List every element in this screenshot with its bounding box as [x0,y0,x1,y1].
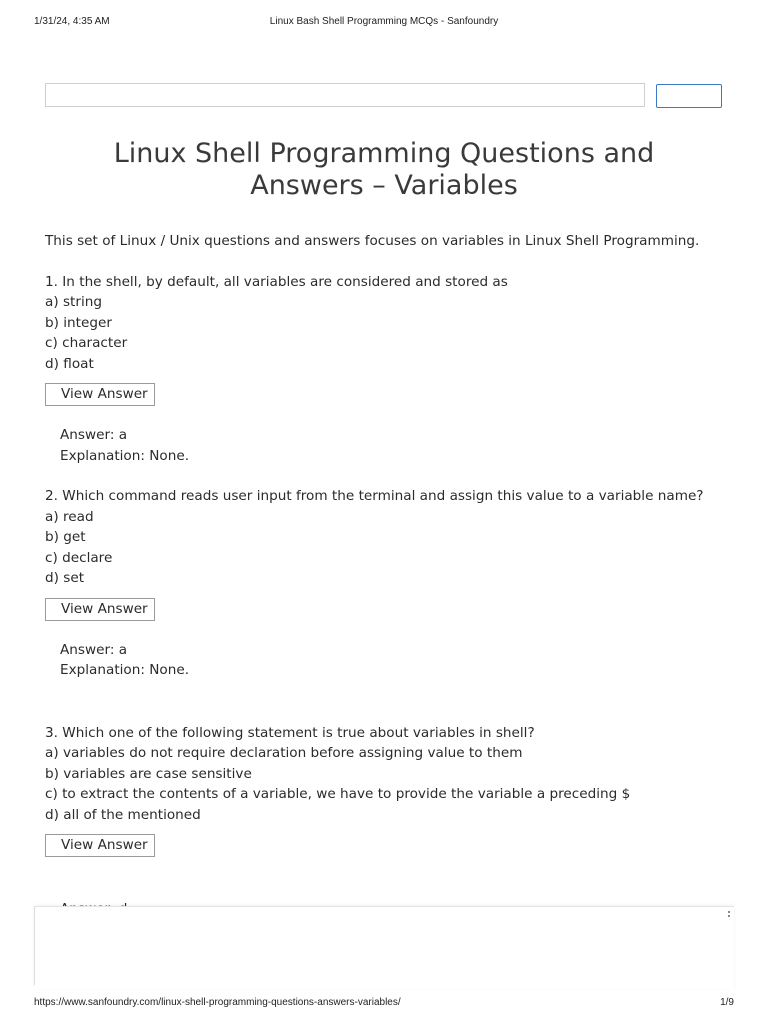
question-2 [45,486,725,681]
view-answer-button[interactable]: View Answer [45,598,155,621]
view-answer-button[interactable]: View Answer [45,834,155,857]
option-c: c) to extract the contents of a variable, we have to provide the variable a preceding $ [45,786,631,802]
answer-block [60,425,725,466]
option-a: a) string [45,294,102,310]
page-counter: 1/9 [720,997,734,1008]
print-page-title: Linux Bash Shell Programming MCQs - Sanfoundry [269,16,499,27]
option-a: a) variables do not require declaration before assigning value to them [45,745,523,761]
question-text: 2. Which command reads user input from the terminal and assign this value to a variable name? [45,488,704,504]
page-title: Linux Shell Programming Questions and Answers – Variables [113,138,655,201]
search-button[interactable] [656,84,722,108]
option-d: d) set [45,570,85,586]
search-input[interactable] [45,83,645,107]
explanation-text: Explanation: None. [60,662,190,678]
print-footer [34,997,734,1011]
intro-text: This set of Linux / Unix questions and answers focuses on variables in Linux Shell Programming. [45,233,700,249]
answer-block [60,640,725,681]
page-url: https://www.sanfoundry.com/linux-shell-programming-questions-answers-variables/ [34,997,401,1008]
option-b: b) integer [45,314,112,331]
question-3 [45,723,725,858]
option-c: c) character [45,335,128,351]
option-b: b) get [45,529,86,545]
question-text: 1. In the shell, by default, all variables are considered and stored as [45,273,508,290]
print-header [34,16,734,30]
question-1 [45,272,725,467]
option-d: d) all of the mentioned [45,806,201,823]
option-b: b) variables are case sensitive [45,765,252,782]
view-answer-button[interactable]: View Answer [45,383,155,406]
option-c: c) declare [45,549,113,566]
option-d: d) float [45,355,94,372]
print-datetime: 1/31/24, 4:35 AM [34,16,110,27]
question-text: 3. Which one of the following statement is true about variables in shell? [45,724,535,741]
more-icon [728,911,732,917]
explanation-text: Explanation: None. [60,447,190,464]
divider [34,907,35,985]
option-a: a) read [45,508,94,525]
answer-text: Answer: a [60,427,128,443]
ad-banner-placeholder [34,906,734,989]
answer-text: Answer: a [60,641,128,658]
article-content [45,231,725,857]
